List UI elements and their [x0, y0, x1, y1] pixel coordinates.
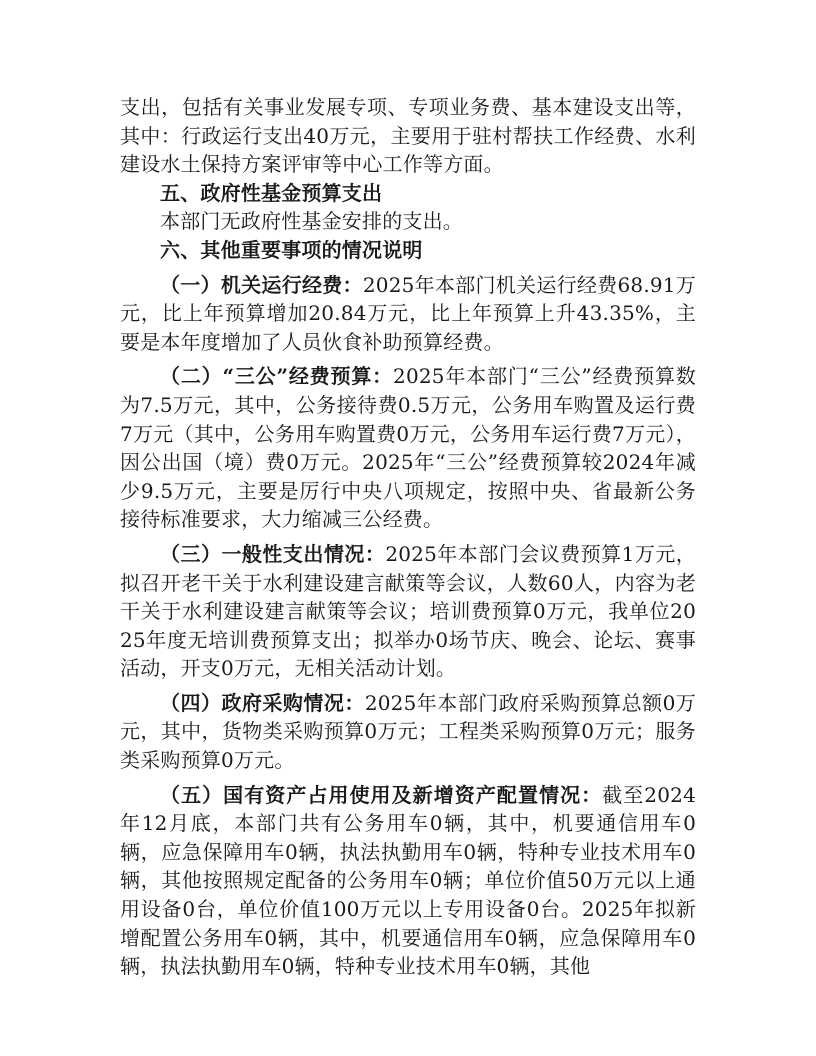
paragraph-government-procurement	[120, 689, 696, 775]
subheading-three-public-expenses: （二）“三公”经费预算：	[160, 364, 394, 389]
paragraph-no-government-fund: 本部门无政府性基金安排的支出。	[160, 209, 463, 234]
paragraph-operating-expenses	[120, 271, 696, 357]
paragraph-general-expenditure	[120, 540, 696, 683]
section-heading-other-matters: 六、其他重要事项的情况说明	[160, 237, 423, 262]
document-body	[120, 93, 696, 981]
subheading-general-expenditure: （三）一般性支出情况：	[160, 541, 386, 566]
text-general-expenditure: 2025年本部门会议费预算1万元，拟召开老干关于水利建设建言献策等会议，人数60人，内容为老干关于水利建设建言献策等会议；培训费预算0万元，我单位2025年度无培训费预算支出；拟举办0场节庆、晚会、论坛、赛事活动，开支0万元，无相关活动计划。	[120, 541, 697, 681]
subheading-state-assets: （五）国有资产占用使用及新增资产配置情况：	[160, 782, 603, 807]
section-heading-government-fund: 五、政府性基金预算支出	[160, 180, 383, 205]
paragraph-continued-expenditure: 支出，包括有关事业发展专项、专项业务费、基本建设支出等，其中：行政运行支出40万元，主要用于驻村帮扶工作经费、水利建设水土保持方案评审等中心工作等方面。	[120, 95, 696, 177]
subheading-operating-expenses: （一）机关运行经费：	[160, 272, 363, 297]
paragraph-three-public-expenses	[120, 362, 696, 534]
text-state-assets: 截至2024年12月底，本部门共有公务用车0辆，其中，机要通信用车0辆，应急保障用车0辆，执法执勤用车0辆，特种专业技术用车0辆，其他按照规定配备的公务用车0辆；单位价值50万元以上通用设备0台，单位价值100万元以上专用设备0台。2025年拟新增配置公务用车0辆，其中，机要通信用车0辆，应急保障用车0辆，执法执勤用车0辆，特种专业技术用车0辆，其他	[120, 782, 696, 979]
subheading-government-procurement: （四）政府采购情况：	[160, 690, 365, 715]
paragraph-state-assets	[120, 781, 696, 981]
text-three-public-expenses: 2025年本部门“三公”经费预算数为7.5万元，其中，公务接待费0.5万元，公务用车购置及运行费7万元（其中，公务用车购置费0万元，公务用车运行费7万元），因公出国（境）费0万元。2025年“三公”经费预算较2024年减少9.5万元，主要是厉行中央八项规定，按照中央、省最新公务接待标准要求，大力缩减三公经费。	[120, 364, 696, 532]
text-government-procurement: 2025年本部门政府采购预算总额0万元，其中，货物类采购预算0万元；工程类采购预算0万元；服务类采购预算0万元。	[120, 690, 696, 773]
text-operating-expenses: 2025年本部门机关运行经费68.91万元，比上年预算增加20.84万元，比上年预算上升43.35%，主要是本年度增加了人员伙食补助预算经费。	[120, 272, 697, 354]
